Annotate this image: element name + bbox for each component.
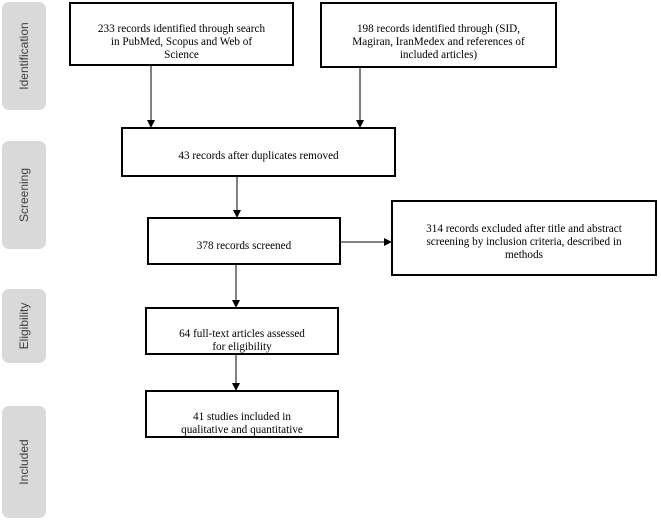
box-included — [145, 390, 339, 438]
phase-screening-label: Screening — [17, 167, 31, 223]
box-pubmed-records-text: 233 records identified through search in PubMed, Scopus and Web of Science — [97, 23, 266, 61]
box-screened — [147, 217, 341, 265]
phase-included-label: Included — [17, 439, 31, 485]
box-full-text — [145, 307, 339, 355]
box-screened-text: 378 records screened — [196, 240, 292, 252]
phase-eligibility-label: Eligibility — [17, 302, 31, 350]
box-included-text: 41 studies included in qualitative and quantitative — [181, 411, 303, 436]
box-other-records — [320, 2, 557, 68]
box-pubmed-records — [69, 2, 294, 66]
box-after-duplicates — [121, 127, 396, 177]
box-other-records-text: 198 records identified through (SID, Magiran, IranMedex and references of included articles) — [352, 23, 525, 61]
box-excluded-text: 314 records excluded after title and abstract screening by inclusion criteria, described in methods — [426, 223, 622, 261]
box-full-text-text: 64 full-text articles assessed for eligibility — [179, 328, 305, 353]
box-excluded — [391, 200, 657, 276]
box-after-duplicates-text: 43 records after duplicates removed — [178, 150, 339, 162]
phase-identification-label: Identification — [17, 22, 31, 90]
